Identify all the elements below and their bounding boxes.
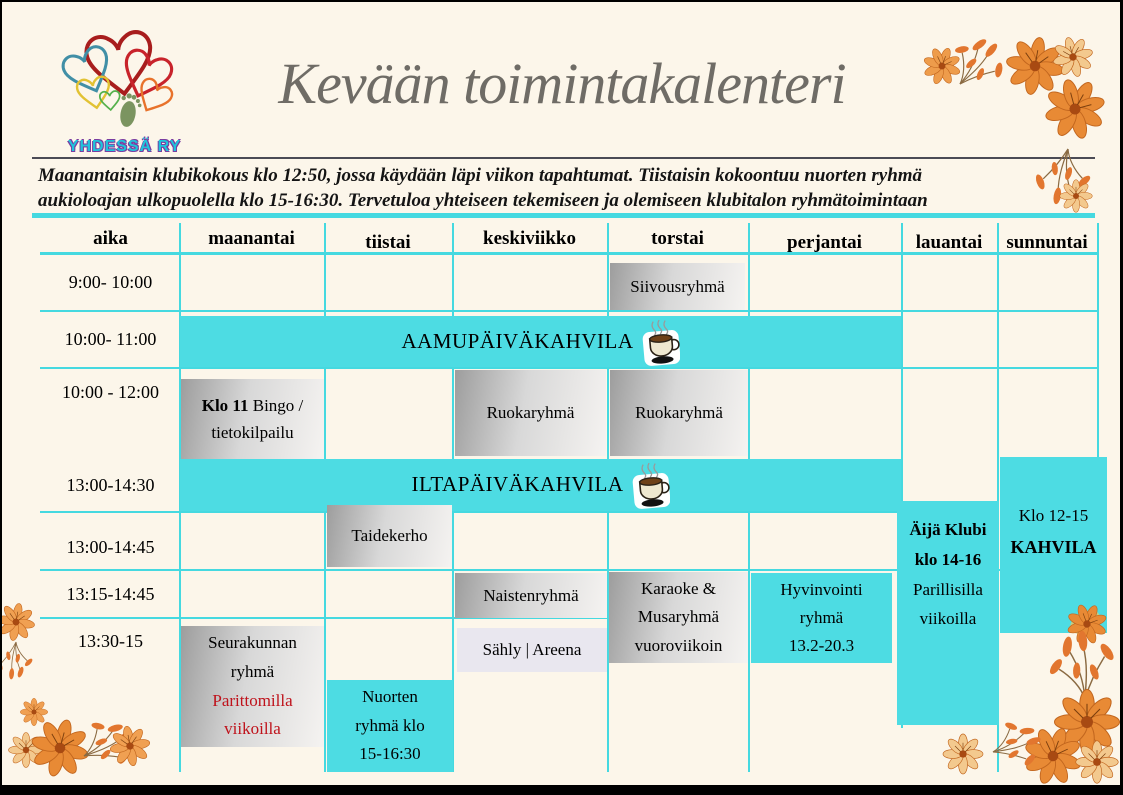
event-label-line2: KAHVILA <box>1010 537 1097 558</box>
event-label-line2: tietokilpailu <box>211 423 294 442</box>
event-label: Taidekerho <box>351 526 428 546</box>
event-label-line3: vuoroviikoin <box>634 635 723 655</box>
grid-row-line <box>40 367 1099 369</box>
page-title: Kevään toimintakalenteri <box>278 51 846 116</box>
column-header-aika: aika <box>93 228 128 249</box>
event-label: Sähly | Areena <box>482 640 582 660</box>
intro-line-2: aukioloajan ulkopuolella klo 15-16:30. Tervetuloa yhteiseen tekemiseen ja olemiseen klubitalon ryhmätoimintaan <box>38 190 928 212</box>
time-row-6: 13:15-14:45 <box>66 583 155 604</box>
time-row-7: 13:30-15 <box>78 630 143 651</box>
event-naistenryhma <box>455 573 607 618</box>
event-label: ILTAPÄIVÄKAHVILA <box>411 472 624 497</box>
event-aamupaivakahvila <box>180 316 901 367</box>
event-label-time: Klo 11 <box>201 395 249 415</box>
coffee-cup-icon <box>642 318 680 366</box>
column-header-torstai: torstai <box>651 228 704 249</box>
event-label-line1: Klo 12-15 <box>1018 505 1089 525</box>
column-header-sunnuntai: sunnuntai <box>1006 232 1088 253</box>
time-row-5: 13:00-14:45 <box>66 536 155 557</box>
event-karaoke-musaryhma <box>609 572 748 663</box>
event-label-line4: viikoilla <box>224 719 281 739</box>
event-label-line2: ryhmä <box>230 661 275 681</box>
event-sahly-areena <box>457 628 607 672</box>
column-header-perjantai: perjantai <box>787 232 862 253</box>
event-label-line4: viikoilla <box>919 609 977 629</box>
event-label: Ruokaryhmä <box>486 403 575 423</box>
column-header-lauantai: lauantai <box>915 232 983 253</box>
time-row-2: 10:00- 11:00 <box>64 329 157 349</box>
event-label: Naistenryhmä <box>483 585 579 605</box>
time-row-3: 10:00 - 12:00 <box>62 381 159 402</box>
time-row-1: 9:00- 10:00 <box>68 272 153 292</box>
poster <box>2 2 1120 785</box>
event-ruokaryhma-keskiviikko <box>455 370 606 456</box>
orange-flowers-bottom-left <box>4 682 244 785</box>
orange-flowers-top-right <box>890 14 1120 214</box>
grid-col-line <box>1097 223 1099 463</box>
coffee-cup-icon <box>632 461 670 509</box>
event-label-line3: Parillisilla <box>913 579 983 599</box>
event-label: AAMUPÄIVÄKAHVILA <box>401 328 634 353</box>
event-hyvinvointi-ryhma <box>751 573 892 663</box>
event-label-line1: Hyvinvointi <box>780 579 863 599</box>
grid-row-line <box>40 511 901 513</box>
event-taidekerho <box>327 505 452 567</box>
event-label-line2: ryhmä <box>799 607 844 627</box>
event-ruokaryhma-torstai <box>610 370 748 456</box>
event-label: Bingo / <box>248 395 304 415</box>
column-header-keskiviikko: keskiviikko <box>483 228 576 249</box>
intro-line-1: Maanantaisin klubikokous klo 12:50, jossa käydään läpi viikon tapahtumat. Tiistaisin kokoontuu nuorten ryhmä <box>38 165 923 186</box>
column-header-tiistai: tiistai <box>365 232 411 253</box>
event-iltapaivakahvila <box>180 459 901 511</box>
orange-flowers-bottom-right <box>935 594 1120 785</box>
event-nuorten-ryhma <box>327 680 453 772</box>
event-label-line3: Parittomilla <box>212 690 293 710</box>
event-label: Ruokaryhmä <box>635 403 723 423</box>
event-label-line3: 15-16:30 <box>359 744 421 764</box>
column-header-maanantai: maanantai <box>208 228 295 249</box>
org-name: YHDESSÄ RY <box>67 138 182 155</box>
event-label: Siivousryhmä <box>630 276 725 296</box>
event-label-line2: ryhmä klo <box>355 715 425 735</box>
event-siivousryhma <box>610 263 745 310</box>
time-row-4: 13:00-14:30 <box>66 474 155 495</box>
event-label-line1: Äijä Klubi <box>909 520 987 539</box>
event-label-line3: 13.2-20.3 <box>788 636 855 656</box>
event-label-line1: Karaoke & <box>640 579 717 599</box>
event-label-line1: Seurakunnan <box>208 632 297 652</box>
event-label-line1: Nuorten <box>362 686 418 706</box>
event-label-line2: Musaryhmä <box>637 607 720 627</box>
event-label-line2: klo 14-16 <box>914 549 982 569</box>
event-bingo-tietokilpailu <box>181 379 324 459</box>
grid-row-line <box>40 310 1099 312</box>
